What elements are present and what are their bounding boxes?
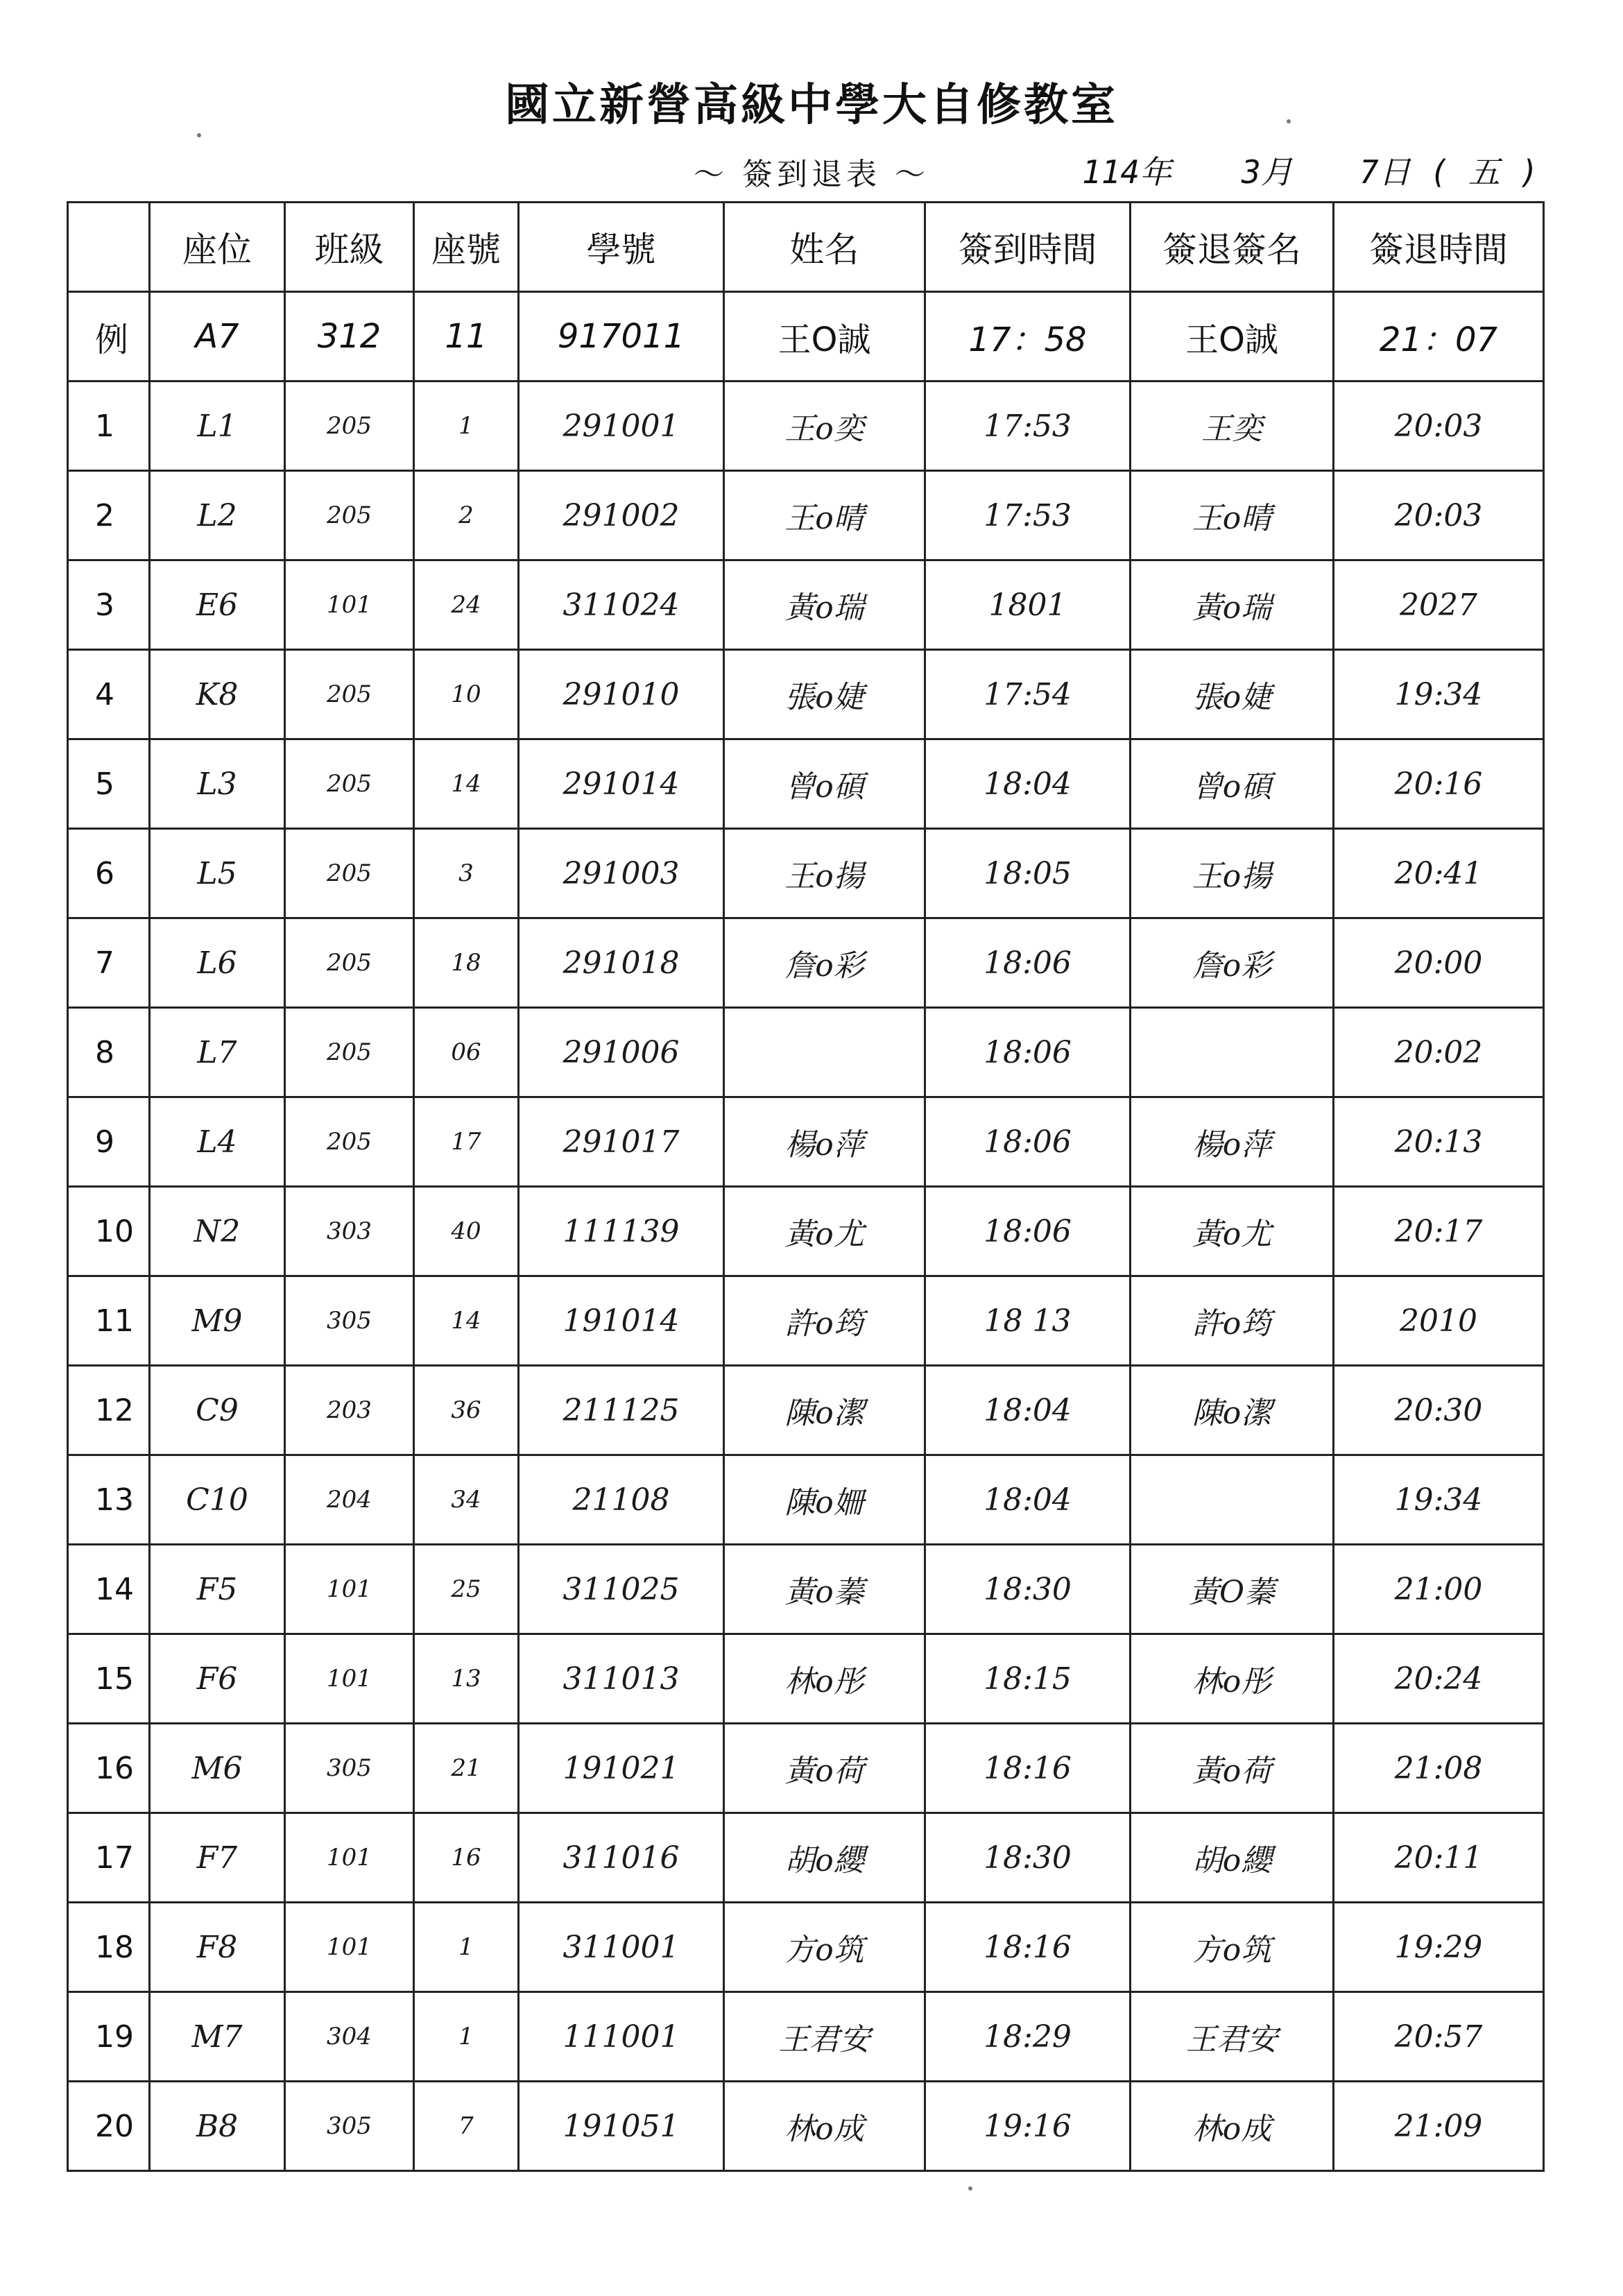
row-number: 12 <box>68 1366 150 1455</box>
cell-name: 林o彤 <box>724 1634 925 1724</box>
form-subtitle: ～ 簽到退表 ～ <box>694 157 929 192</box>
cell-name: 許o筠 <box>724 1276 925 1366</box>
cell-class: 205 <box>285 829 414 918</box>
cell-checkout-sign: 詹o彩 <box>1131 918 1334 1008</box>
col-header-class: 班級 <box>285 203 414 292</box>
example-name: 王O誠 <box>724 292 925 382</box>
cell-checkout-sign: 林o成 <box>1131 2082 1334 2171</box>
table-row <box>68 471 1544 560</box>
cell-student-id: 21108 <box>519 1455 724 1545</box>
cell-student-id: 191014 <box>519 1276 724 1366</box>
example-row <box>68 292 1544 382</box>
cell-checkout-time: 20:02 <box>1334 1008 1544 1097</box>
cell-class: 205 <box>285 650 414 739</box>
cell-class: 101 <box>285 1813 414 1903</box>
cell-checkout-sign: 楊o萍 <box>1131 1097 1334 1187</box>
cell-checkout-sign: 林o彤 <box>1131 1634 1334 1724</box>
signin-table <box>67 201 1545 2172</box>
row-number: 15 <box>68 1634 150 1724</box>
cell-checkin-time: 18 13 <box>925 1276 1131 1366</box>
row-number: 19 <box>68 1992 150 2082</box>
cell-seat: M9 <box>150 1276 285 1366</box>
table-row <box>68 1992 1544 2082</box>
example-seat: A7 <box>150 292 285 382</box>
row-number: 18 <box>68 1903 150 1992</box>
cell-number: 25 <box>414 1545 519 1634</box>
cell-student-id: 311016 <box>519 1813 724 1903</box>
cell-checkin-time: 18:30 <box>925 1813 1131 1903</box>
cell-checkout-sign: 王o晴 <box>1131 471 1334 560</box>
cell-checkout-time: 20:03 <box>1334 471 1544 560</box>
scan-speck <box>1287 119 1291 123</box>
cell-checkin-time: 18:04 <box>925 1366 1131 1455</box>
cell-checkout-time: 2027 <box>1334 560 1544 650</box>
table-row <box>68 1813 1544 1903</box>
cell-number: 24 <box>414 560 519 650</box>
cell-name: 方o筑 <box>724 1903 925 1992</box>
cell-student-id: 311025 <box>519 1545 724 1634</box>
cell-student-id: 291006 <box>519 1008 724 1097</box>
table-row <box>68 918 1544 1008</box>
col-header-seat: 座位 <box>150 203 285 292</box>
cell-student-id: 191021 <box>519 1724 724 1813</box>
cell-seat: F7 <box>150 1813 285 1903</box>
cell-checkout-sign: 黃o荷 <box>1131 1724 1334 1813</box>
col-header-number: 座號 <box>414 203 519 292</box>
cell-checkin-time: 18:30 <box>925 1545 1131 1634</box>
cell-name: 曾o碩 <box>724 739 925 829</box>
cell-seat: L5 <box>150 829 285 918</box>
cell-student-id: 111139 <box>519 1187 724 1276</box>
cell-number: 36 <box>414 1366 519 1455</box>
row-number: 8 <box>68 1008 150 1097</box>
cell-student-id: 291018 <box>519 918 724 1008</box>
scan-speck <box>968 2186 972 2191</box>
cell-number: 06 <box>414 1008 519 1097</box>
table-row <box>68 739 1544 829</box>
cell-checkin-time: 18:06 <box>925 1187 1131 1276</box>
cell-seat: L4 <box>150 1097 285 1187</box>
cell-checkout-time: 21:09 <box>1334 2082 1544 2171</box>
cell-class: 205 <box>285 382 414 471</box>
cell-checkout-sign: 王o揚 <box>1131 829 1334 918</box>
table-row <box>68 1903 1544 1992</box>
table-row <box>68 1187 1544 1276</box>
cell-number: 1 <box>414 382 519 471</box>
cell-seat: M6 <box>150 1724 285 1813</box>
cell-name: 黃o瑞 <box>724 560 925 650</box>
example-student-id: 917011 <box>519 292 724 382</box>
cell-number: 17 <box>414 1097 519 1187</box>
cell-checkout-sign <box>1131 1008 1334 1097</box>
col-header-checkout-sign: 簽退簽名 <box>1131 203 1334 292</box>
cell-checkin-time: 18:16 <box>925 1724 1131 1813</box>
date-month: 3月 <box>1242 153 1293 191</box>
cell-checkout-time: 20:30 <box>1334 1366 1544 1455</box>
cell-class: 205 <box>285 471 414 560</box>
table-row <box>68 1008 1544 1097</box>
cell-checkout-sign: 胡o纓 <box>1131 1813 1334 1903</box>
cell-number: 14 <box>414 1276 519 1366</box>
cell-class: 303 <box>285 1187 414 1276</box>
cell-student-id: 291010 <box>519 650 724 739</box>
cell-number: 16 <box>414 1813 519 1903</box>
example-checkout-sign: 王O誠 <box>1131 292 1334 382</box>
cell-checkout-time: 21:00 <box>1334 1545 1544 1634</box>
cell-checkout-sign <box>1131 1455 1334 1545</box>
cell-number: 3 <box>414 829 519 918</box>
cell-checkout-time: 19:34 <box>1334 650 1544 739</box>
table-row <box>68 1276 1544 1366</box>
cell-student-id: 291014 <box>519 739 724 829</box>
row-number: 4 <box>68 650 150 739</box>
cell-checkout-sign: 陳o潔 <box>1131 1366 1334 1455</box>
cell-name: 黃o荷 <box>724 1724 925 1813</box>
cell-checkout-time: 19:29 <box>1334 1903 1544 1992</box>
header-row <box>68 203 1544 292</box>
cell-student-id: 291001 <box>519 382 724 471</box>
cell-class: 205 <box>285 918 414 1008</box>
example-label: 例 <box>68 292 150 382</box>
col-header-checkin-time: 簽到時間 <box>925 203 1131 292</box>
cell-checkin-time: 18:06 <box>925 918 1131 1008</box>
cell-checkout-sign: 王奕 <box>1131 382 1334 471</box>
cell-number: 1 <box>414 1992 519 2082</box>
example-number: 11 <box>414 292 519 382</box>
cell-number: 7 <box>414 2082 519 2171</box>
row-number: 7 <box>68 918 150 1008</box>
col-header-name: 姓名 <box>724 203 925 292</box>
cell-seat: E6 <box>150 560 285 650</box>
cell-class: 304 <box>285 1992 414 2082</box>
cell-checkout-time: 20:00 <box>1334 918 1544 1008</box>
cell-name: 王o奕 <box>724 382 925 471</box>
cell-checkin-time: 1801 <box>925 560 1131 650</box>
cell-checkin-time: 18:04 <box>925 1455 1131 1545</box>
row-number: 10 <box>68 1187 150 1276</box>
cell-number: 13 <box>414 1634 519 1724</box>
cell-checkin-time: 17:54 <box>925 650 1131 739</box>
cell-checkin-time: 17:53 <box>925 382 1131 471</box>
cell-name: 王君安 <box>724 1992 925 2082</box>
cell-number: 40 <box>414 1187 519 1276</box>
cell-seat: C9 <box>150 1366 285 1455</box>
cell-checkout-time: 20:16 <box>1334 739 1544 829</box>
cell-checkout-time: 2010 <box>1334 1276 1544 1366</box>
cell-checkin-time: 19:16 <box>925 2082 1131 2171</box>
cell-seat: L3 <box>150 739 285 829</box>
cell-number: 2 <box>414 471 519 560</box>
cell-name: 胡o纓 <box>724 1813 925 1903</box>
page-title: 國立新營高級中學大自修教室 <box>505 79 1118 131</box>
table-row <box>68 1724 1544 1813</box>
cell-class: 101 <box>285 1545 414 1634</box>
corner-cell <box>68 203 150 292</box>
cell-class: 101 <box>285 1903 414 1992</box>
cell-class: 101 <box>285 1634 414 1724</box>
cell-checkout-sign: 黃o瑞 <box>1131 560 1334 650</box>
table-row <box>68 650 1544 739</box>
row-number: 11 <box>68 1276 150 1366</box>
cell-class: 204 <box>285 1455 414 1545</box>
cell-name: 陳o潔 <box>724 1366 925 1455</box>
cell-class: 205 <box>285 1097 414 1187</box>
row-number: 1 <box>68 382 150 471</box>
cell-name: 黃o蓁 <box>724 1545 925 1634</box>
cell-name: 詹o彩 <box>724 918 925 1008</box>
cell-student-id: 291003 <box>519 829 724 918</box>
cell-class: 205 <box>285 739 414 829</box>
cell-name <box>724 1008 925 1097</box>
cell-checkout-time: 20:57 <box>1334 1992 1544 2082</box>
cell-checkout-time: 19:34 <box>1334 1455 1544 1545</box>
table-row <box>68 1634 1544 1724</box>
cell-checkout-sign: 曾o碩 <box>1131 739 1334 829</box>
cell-checkout-time: 21:08 <box>1334 1724 1544 1813</box>
cell-seat: F5 <box>150 1545 285 1634</box>
row-number: 9 <box>68 1097 150 1187</box>
table-row <box>68 560 1544 650</box>
row-number: 16 <box>68 1724 150 1813</box>
cell-checkin-time: 18:16 <box>925 1903 1131 1992</box>
date-day: 7日 ( 五 ) <box>1359 153 1539 191</box>
example-checkin-time: 17：58 <box>925 292 1131 382</box>
cell-seat: L2 <box>150 471 285 560</box>
cell-name: 張o婕 <box>724 650 925 739</box>
cell-checkin-time: 18:15 <box>925 1634 1131 1724</box>
cell-seat: F6 <box>150 1634 285 1724</box>
cell-checkout-sign: 黃o尤 <box>1131 1187 1334 1276</box>
cell-name: 王o揚 <box>724 829 925 918</box>
cell-checkin-time: 17:53 <box>925 471 1131 560</box>
cell-student-id: 311024 <box>519 560 724 650</box>
cell-seat: L7 <box>150 1008 285 1097</box>
cell-number: 21 <box>414 1724 519 1813</box>
cell-number: 10 <box>414 650 519 739</box>
cell-seat: F8 <box>150 1903 285 1992</box>
cell-checkout-sign: 黃O蓁 <box>1131 1545 1334 1634</box>
cell-seat: K8 <box>150 650 285 739</box>
cell-number: 14 <box>414 739 519 829</box>
col-header-checkout-time: 簽退時間 <box>1334 203 1544 292</box>
row-number: 3 <box>68 560 150 650</box>
cell-student-id: 211125 <box>519 1366 724 1455</box>
row-number: 20 <box>68 2082 150 2171</box>
cell-checkout-time: 20:17 <box>1334 1187 1544 1276</box>
cell-class: 305 <box>285 1276 414 1366</box>
scan-speck <box>197 133 201 137</box>
row-number: 2 <box>68 471 150 560</box>
row-number: 6 <box>68 829 150 918</box>
row-number: 14 <box>68 1545 150 1634</box>
cell-checkout-time: 20:41 <box>1334 829 1544 918</box>
cell-number: 34 <box>414 1455 519 1545</box>
cell-checkout-sign: 張o婕 <box>1131 650 1334 739</box>
table-row <box>68 1545 1544 1634</box>
cell-checkin-time: 18:06 <box>925 1097 1131 1187</box>
cell-name: 林o成 <box>724 2082 925 2171</box>
table-row <box>68 1366 1544 1455</box>
cell-student-id: 311013 <box>519 1634 724 1724</box>
cell-checkout-sign: 許o筠 <box>1131 1276 1334 1366</box>
date-year: 114年 <box>1082 153 1172 191</box>
cell-checkout-time: 20:03 <box>1334 382 1544 471</box>
example-class: 312 <box>285 292 414 382</box>
cell-student-id: 191051 <box>519 2082 724 2171</box>
cell-seat: M7 <box>150 1992 285 2082</box>
row-number: 17 <box>68 1813 150 1903</box>
row-number: 13 <box>68 1455 150 1545</box>
cell-name: 楊o萍 <box>724 1097 925 1187</box>
cell-checkout-time: 20:13 <box>1334 1097 1544 1187</box>
cell-checkout-sign: 方o筑 <box>1131 1903 1334 1992</box>
cell-seat: L6 <box>150 918 285 1008</box>
cell-seat: B8 <box>150 2082 285 2171</box>
cell-checkin-time: 18:29 <box>925 1992 1131 2082</box>
col-header-student-id: 學號 <box>519 203 724 292</box>
table-row <box>68 1097 1544 1187</box>
cell-name: 陳o姍 <box>724 1455 925 1545</box>
cell-checkin-time: 18:05 <box>925 829 1131 918</box>
cell-seat: N2 <box>150 1187 285 1276</box>
table-row <box>68 382 1544 471</box>
cell-class: 305 <box>285 1724 414 1813</box>
cell-class: 305 <box>285 2082 414 2171</box>
cell-number: 18 <box>414 918 519 1008</box>
cell-seat: L1 <box>150 382 285 471</box>
cell-checkin-time: 18:06 <box>925 1008 1131 1097</box>
cell-name: 王o晴 <box>724 471 925 560</box>
cell-student-id: 311001 <box>519 1903 724 1992</box>
cell-student-id: 291017 <box>519 1097 724 1187</box>
cell-checkin-time: 18:04 <box>925 739 1131 829</box>
cell-class: 101 <box>285 560 414 650</box>
cell-class: 205 <box>285 1008 414 1097</box>
cell-number: 1 <box>414 1903 519 1992</box>
table-row <box>68 2082 1544 2171</box>
cell-student-id: 291002 <box>519 471 724 560</box>
cell-checkout-sign: 王君安 <box>1131 1992 1334 2082</box>
example-checkout-time: 21：07 <box>1334 292 1544 382</box>
cell-seat: C10 <box>150 1455 285 1545</box>
cell-class: 203 <box>285 1366 414 1455</box>
row-number: 5 <box>68 739 150 829</box>
cell-student-id: 111001 <box>519 1992 724 2082</box>
table-row <box>68 1455 1544 1545</box>
cell-checkout-time: 20:11 <box>1334 1813 1544 1903</box>
cell-name: 黃o尤 <box>724 1187 925 1276</box>
table-row <box>68 829 1544 918</box>
cell-checkout-time: 20:24 <box>1334 1634 1544 1724</box>
